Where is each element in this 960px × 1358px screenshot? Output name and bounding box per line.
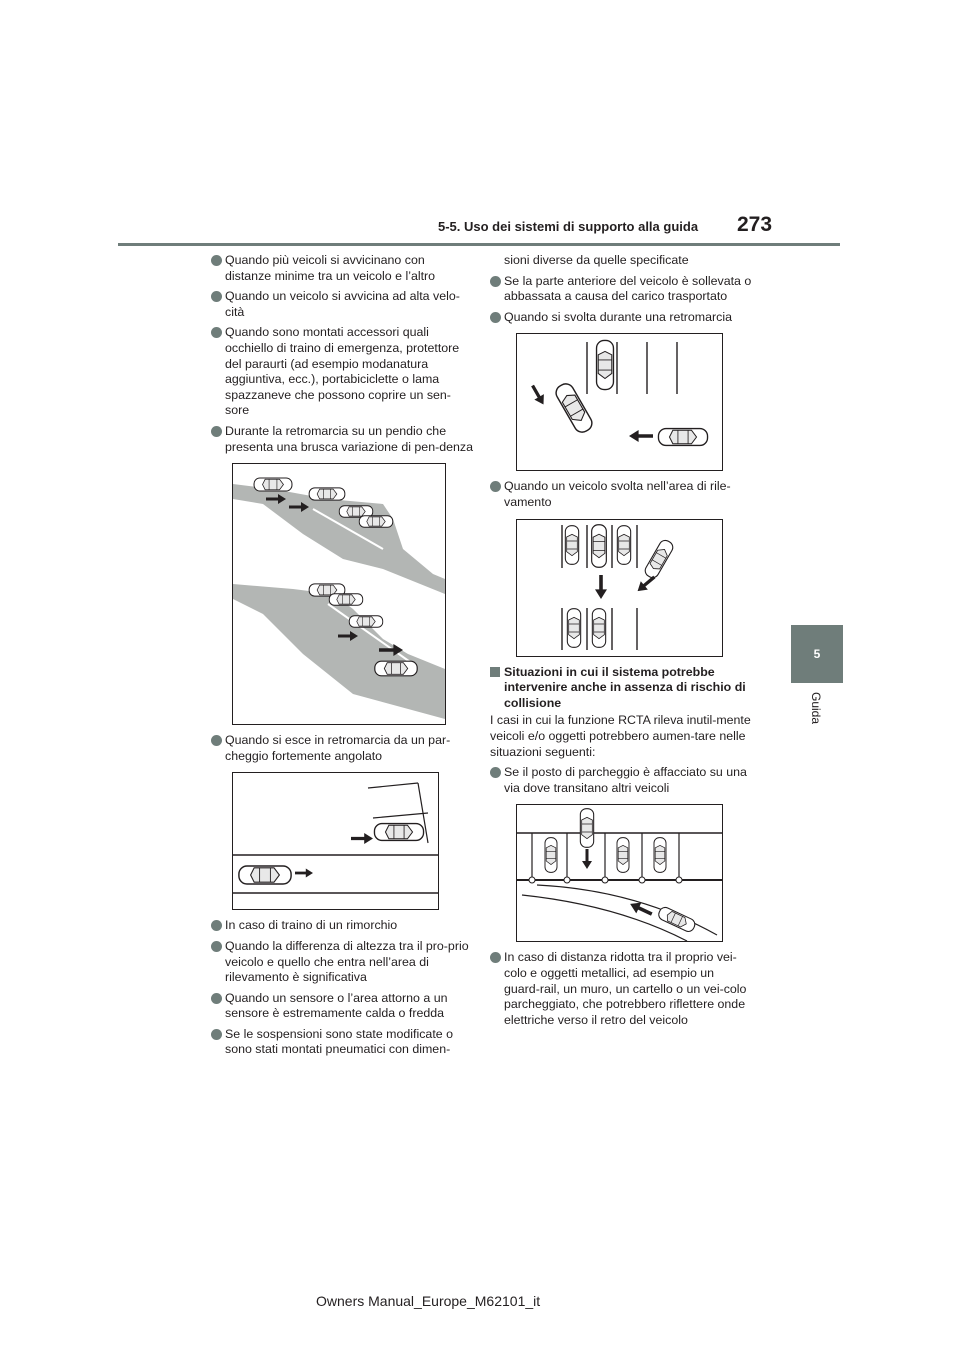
list-item xyxy=(211,733,473,764)
chapter-tab[interactable] xyxy=(791,625,843,683)
list-item xyxy=(490,950,752,1028)
subheading-square xyxy=(490,667,500,677)
list-item-text: Durante la retromarcia su un pendio che presenta una brusca variazione di pen-denza xyxy=(225,423,473,454)
page-number: 273 xyxy=(737,213,773,236)
illustration-turning-into-area xyxy=(516,519,723,657)
list-item-text: In caso di distanza ridotta tra il proprio vei-colo e oggetti metallici, ad esempio un guard-rail, un muro, un cartello o un vei-colo parcheggiato, che potrebbero riflettere onde elettriche verso il retro del veicolo xyxy=(504,950,747,1027)
bullet-dot xyxy=(211,1029,222,1040)
bullet-dot xyxy=(211,327,222,338)
list-item xyxy=(490,765,752,796)
right-column xyxy=(490,253,752,1033)
bullet-dot xyxy=(490,952,501,963)
list-item xyxy=(211,325,473,419)
list-item-text: Quando la differenza di altezza tra il pro-prio veicolo e quello che entra nell’area di rilevamento è significativa xyxy=(225,938,469,985)
bullet-dot xyxy=(490,481,501,492)
bullet-dot xyxy=(211,941,222,952)
list-item-text: In caso di traino di un rimorchio xyxy=(225,918,398,933)
list-item xyxy=(211,991,473,1022)
list-item xyxy=(211,939,473,986)
list-item-text: Quando un veicolo svolta nell’area di rile-vamento xyxy=(504,479,731,509)
list-item-text: Se le sospensioni sono state modificate o sono stati montati pneumatici con dimen- xyxy=(225,1026,453,1057)
list-item-text: Se il posto di parcheggio è affacciato su una via dove transitano altri veicoli xyxy=(504,765,747,795)
chapter-label-text: Guida xyxy=(809,691,823,725)
list-item xyxy=(211,1027,473,1058)
bullet-dot xyxy=(211,291,222,302)
bullet-dot xyxy=(490,312,501,323)
list-item xyxy=(490,479,752,510)
bullet-dot xyxy=(211,426,222,437)
bullet-dot xyxy=(211,255,222,266)
left-column xyxy=(211,253,473,1063)
illustration-turning-reverse xyxy=(516,333,723,471)
chapter-number: 5 xyxy=(813,647,821,661)
list-item-text: Quando sono montati accessori quali occhiello di traino di emergenza, protettore del paraurti (ad esempio modanatura aggiuntiva, ecc.), portabiciclette o lama spazzaneve che possono coprire un sen-sore xyxy=(225,325,460,418)
section-subheading xyxy=(490,665,752,712)
list-item-text: Quando un veicolo si avvicina ad alta velo-cità xyxy=(225,289,460,319)
list-item-text: Quando più veicoli si avvicinano con distanze minime tra un veicolo e l’altro xyxy=(225,253,436,283)
list-item-text: Quando si svolta durante una retromarcia xyxy=(504,309,732,324)
list-item xyxy=(490,310,752,326)
list-item-text: Quando un sensore o l’area attorno a un sensore è estremamente calda o fredda xyxy=(225,990,448,1021)
list-item-text: Se la parte anteriore del veicolo è sollevata o abbassata a causa del carico trasportato xyxy=(504,273,752,304)
list-item xyxy=(211,918,473,934)
list-item xyxy=(211,253,473,284)
bullet-dot xyxy=(490,276,501,287)
subheading-text: Situazioni in cui il sistema potrebbe intervenire anche in assenza di rischio di collisione xyxy=(504,664,746,710)
footer-text: Owners Manual_Europe_M62101_it xyxy=(316,1293,541,1309)
continuation-text: sioni diverse da quelle specificate xyxy=(504,253,689,267)
intro-paragraph: I casi in cui la funzione RCTA rileva inutil-mente veicoli e/o oggetti potrebbero aumen-tare nelle situazioni seguenti: xyxy=(490,713,751,759)
illustration-street-parking xyxy=(516,804,723,942)
bullet-dot xyxy=(490,767,501,778)
bullet-dot xyxy=(211,993,222,1004)
header-rule xyxy=(118,243,840,246)
list-item xyxy=(211,424,473,455)
bullet-dot xyxy=(211,920,222,931)
list-item xyxy=(490,274,752,305)
illustration-slope xyxy=(232,463,446,725)
illustration-angled-parking xyxy=(232,772,439,910)
list-item xyxy=(211,289,473,320)
list-item-text: Quando si esce in retromarcia da un par-cheggio fortemente angolato xyxy=(225,733,451,763)
section-title: 5-5. Uso dei sistemi di supporto alla guida xyxy=(438,219,699,234)
chapter-label xyxy=(797,688,835,728)
bullet-dot xyxy=(211,735,222,746)
